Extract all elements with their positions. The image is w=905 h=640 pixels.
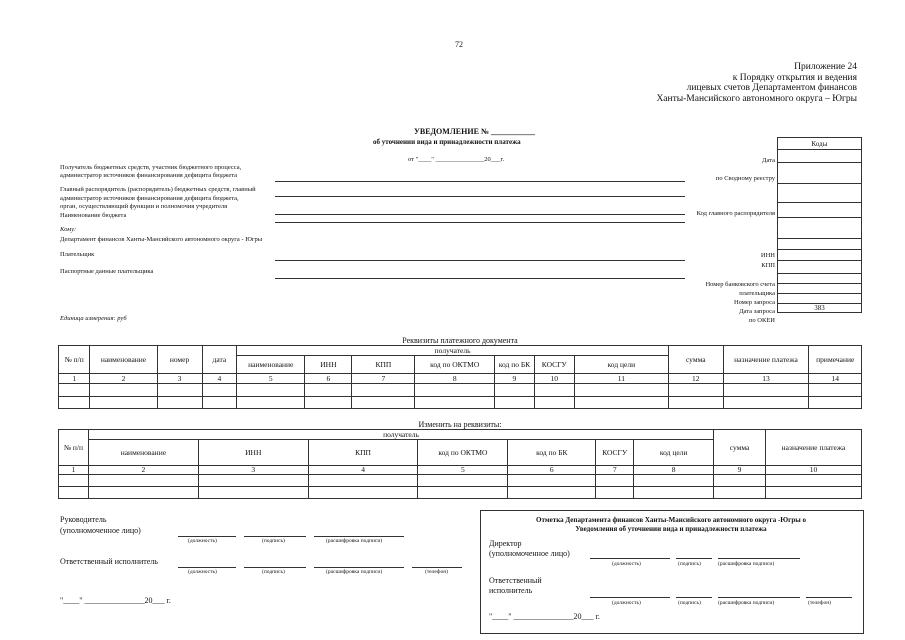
mark-executor-decoding-field[interactable] <box>718 597 800 598</box>
passport-label: Паспортные данные плательщика <box>60 268 154 275</box>
header-cell: код по ОКТМО <box>418 440 508 466</box>
mark-executor-signature-field[interactable] <box>676 597 712 598</box>
chief-label <box>60 186 256 220</box>
column-number: 12 <box>669 374 724 384</box>
signature-caption: (подпись) <box>262 569 285 575</box>
column-number: 6 <box>305 374 352 384</box>
header-cell: КОСГУ <box>534 356 574 374</box>
header-cell: дата <box>202 346 237 374</box>
budget-field[interactable] <box>275 222 685 223</box>
executor-signature-field[interactable] <box>244 567 306 568</box>
recipient-header: получатель <box>237 346 669 356</box>
table-row[interactable] <box>59 487 862 499</box>
request-number-label: Номер запроса <box>733 299 775 306</box>
chief-field[interactable] <box>275 214 685 215</box>
code-cell[interactable] <box>778 274 862 284</box>
header-cell: код цели <box>574 356 668 374</box>
column-number: 1 <box>59 374 90 384</box>
column-number: 10 <box>766 466 862 475</box>
appendix-line: Ханты-Мансийского автономного округа – Югры <box>656 93 857 104</box>
column-number: 7 <box>352 374 415 384</box>
appendix-line: Приложение 24 <box>794 62 857 72</box>
code-cell[interactable] <box>778 184 862 203</box>
head-position-field[interactable] <box>178 536 236 537</box>
mark-date: "____" _______________20___ г. <box>489 612 600 621</box>
date-line: от "____" _______________20___г. <box>408 156 505 163</box>
header-cell: сумма <box>714 430 766 466</box>
signature-caption: (подпись) <box>262 538 285 544</box>
header-cell: примечание <box>809 346 862 374</box>
mark-executor-label <box>489 576 542 596</box>
head-signature-field[interactable] <box>244 536 306 537</box>
request-date-label: Дата запроса <box>739 308 775 315</box>
column-number: 8 <box>634 466 714 475</box>
mark-executor-line: исполнитель <box>489 586 533 595</box>
code-cell[interactable] <box>778 203 862 218</box>
column-number: 2 <box>88 466 198 475</box>
header-cell: № п/п <box>59 346 90 374</box>
column-number: 8 <box>415 374 495 384</box>
header-cell: код цели <box>634 440 714 466</box>
mark-title-line: Уведомления об уточнении вида и принадлежности платежа <box>575 525 767 533</box>
phone-caption: (телефон) <box>425 569 449 575</box>
header-cell: наименование <box>90 346 157 374</box>
page-subtitle: об уточнении вида и принадлежности платежа <box>373 138 521 146</box>
director-decoding-field[interactable] <box>718 558 800 559</box>
header-cell: ИНН <box>198 440 308 466</box>
table1-caption: Реквизиты платежного документа <box>402 336 518 345</box>
header-cell: КОСГУ <box>596 440 634 466</box>
mark-title-line: Отметка Департамента финансов Ханты-Мансийского автономного округа -Югры о <box>536 516 806 524</box>
column-number: 5 <box>418 466 508 475</box>
executor-decoding-field[interactable] <box>314 567 404 568</box>
decoding-caption: (расшифровка подписи) <box>718 561 775 567</box>
column-number: 7 <box>596 466 634 475</box>
header-cell: назначение платежа <box>766 430 862 466</box>
column-number: 2 <box>90 374 157 384</box>
appendix-line: лицевых счетов Департаментом финансов <box>686 83 857 93</box>
head-line: (уполномоченное лицо) <box>60 526 141 535</box>
header-cell: наименование <box>88 440 198 466</box>
svodny-label: по Сводному реестру <box>715 175 775 182</box>
mark-executor-phone-field[interactable] <box>806 597 852 598</box>
okei-label: по ОКЕИ <box>748 317 775 324</box>
appendix-block <box>656 62 857 104</box>
code-cell[interactable] <box>778 239 862 250</box>
passport-field[interactable] <box>275 278 685 279</box>
header-cell: сумма <box>669 346 724 374</box>
code-cell[interactable] <box>778 284 862 294</box>
recipient-label <box>60 164 241 180</box>
signature-caption: (подпись) <box>678 561 701 567</box>
recipient-header: получатель <box>88 430 713 440</box>
codes-table <box>777 137 862 313</box>
director-line: (уполномоченное лицо) <box>489 549 570 558</box>
payer-field[interactable] <box>275 260 685 261</box>
recipient-field[interactable] <box>275 181 685 182</box>
table-row[interactable] <box>59 384 862 397</box>
chief-line: администратор источников финансирования дефицита бюджета, <box>60 194 239 202</box>
signature-caption: (подпись) <box>678 600 701 606</box>
position-caption: (должность) <box>612 600 641 606</box>
column-number: 9 <box>714 466 766 475</box>
code-cell[interactable] <box>778 150 862 163</box>
page-title: УВЕДОМЛЕНИЕ № ___________ <box>414 127 535 136</box>
head-label <box>60 514 141 536</box>
phone-caption: (телефон) <box>808 600 832 606</box>
code-cell[interactable] <box>778 261 862 274</box>
to-whom-label: Кому: <box>60 226 77 233</box>
director-signature-field[interactable] <box>676 558 712 559</box>
mark-executor-position-field[interactable] <box>590 597 670 598</box>
column-number: 1 <box>59 466 89 475</box>
executor-label: Ответственный исполнитель <box>60 557 158 566</box>
table-row[interactable] <box>59 475 862 487</box>
director-line: Директор <box>489 539 522 548</box>
header-cell: КПП <box>352 356 415 374</box>
column-number: 3 <box>198 466 308 475</box>
payer-label: Плательщик <box>60 251 95 258</box>
mark-box-title <box>480 516 862 534</box>
column-number: 9 <box>495 374 535 384</box>
executor-position-field[interactable] <box>178 567 236 568</box>
header-cell: КПП <box>308 440 418 466</box>
column-number: 4 <box>308 466 418 475</box>
department-label: Департамент финансов Ханты-Мансийского автономного округа - Югры <box>60 236 263 243</box>
decoding-caption: (расшифровка подписи) <box>326 538 383 544</box>
code-cell[interactable] <box>778 294 862 304</box>
header-cell: ИНН <box>305 356 352 374</box>
header-cell: код по БК <box>495 356 535 374</box>
chief-field[interactable] <box>275 196 685 197</box>
mark-executor-line: Ответственный <box>489 576 542 585</box>
page-number: 72 <box>455 40 463 49</box>
code-cell[interactable] <box>778 218 862 239</box>
header-cell: номер <box>157 346 202 374</box>
okei-value: 383 <box>778 304 862 313</box>
column-number: 14 <box>809 374 862 384</box>
signature-date: "____" _______________20___ г. <box>60 596 171 605</box>
header-cell: код по БК <box>508 440 596 466</box>
inn-label: ИНН <box>760 252 775 259</box>
change-details-table <box>58 429 862 499</box>
header-cell: назначение платежа <box>723 346 809 374</box>
column-number: 6 <box>508 466 596 475</box>
recipient-line: Получатель бюджетных средств, участник бюджетного процесса, <box>60 164 242 171</box>
header-cell: № п/п <box>59 430 89 466</box>
director-position-field[interactable] <box>590 558 670 559</box>
column-number: 4 <box>202 374 237 384</box>
bank-account-label: Номер банковского счета <box>705 281 775 288</box>
position-caption: (должность) <box>188 538 217 544</box>
chief-line: орган, осуществляющий функции и полномочия учредителя <box>60 203 228 210</box>
code-cell[interactable] <box>778 163 862 184</box>
chief-code-label: Код главного распорядителя <box>696 210 775 217</box>
column-number: 3 <box>157 374 202 384</box>
code-cell[interactable] <box>778 250 862 261</box>
position-caption: (должность) <box>188 569 217 575</box>
head-line: Руководитель <box>60 515 107 524</box>
header-cell: наименование <box>237 356 305 374</box>
column-number: 5 <box>237 374 305 384</box>
director-label <box>489 539 570 559</box>
column-number: 10 <box>534 374 574 384</box>
units-label: Единица измерения: руб <box>60 315 127 322</box>
column-number: 13 <box>723 374 809 384</box>
column-number: 11 <box>574 374 668 384</box>
executor-phone-field[interactable] <box>412 567 462 568</box>
recipient-line: администратор источников финансирования дефицита бюджета <box>60 172 238 179</box>
decoding-caption: (расшифровка подписи) <box>718 600 775 606</box>
bank-account-label: плательщика <box>739 290 775 297</box>
table-row[interactable] <box>59 397 862 409</box>
head-decoding-field[interactable] <box>314 536 404 537</box>
table2-caption: Изменить на реквизиты: <box>418 420 502 429</box>
date-label: Дата <box>762 157 775 164</box>
appendix-line: к Порядку открытия и ведения <box>732 72 857 83</box>
decoding-caption: (расшифровка подписи) <box>326 569 383 575</box>
header-cell: код по ОКТМО <box>415 356 495 374</box>
position-caption: (должность) <box>612 561 641 567</box>
codes-header: Коды <box>778 138 862 150</box>
payment-details-table <box>58 345 862 409</box>
budget-name-label: Наименование бюджета <box>60 211 127 219</box>
chief-line: Главный распорядитель (распорядитель) бюджетных средств, главный <box>60 186 256 193</box>
kpp-label: КПП <box>761 262 775 269</box>
